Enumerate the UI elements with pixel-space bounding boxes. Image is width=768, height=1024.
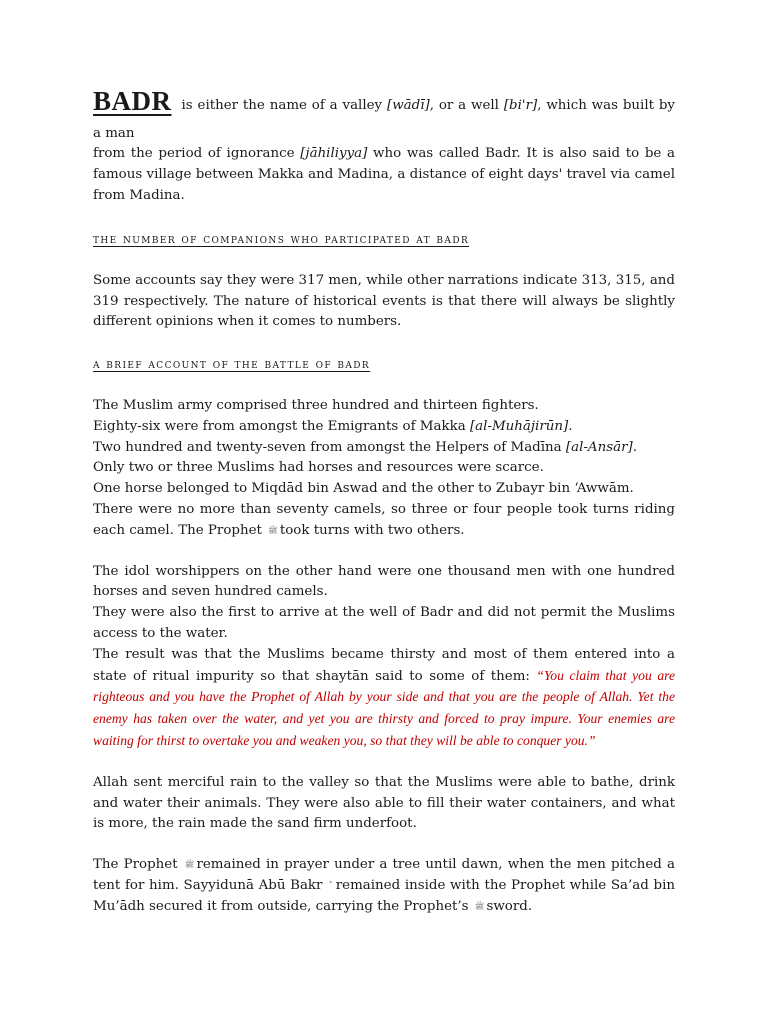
shaytan-quote: “You claim that you are righteous and you have the Prophet of Allah by your side and that you are the people of Allah. Yet the enemy has taken over the water, and yet you are thirsty and forced to pray impure. Your enemies are waiting for thirst to overtake you and weaken you, so that they will be able to conquer you.” bbox=[93, 667, 675, 748]
idol-worshippers-line-1: The idol worshippers on the other hand were one thousand men with one hundred horses and seven hundred camels. bbox=[93, 563, 675, 600]
title-badr: BADR bbox=[93, 86, 172, 116]
section-heading-battle: a brief account of the battle of badr bbox=[93, 356, 371, 372]
honorific-icon: ﷺ bbox=[268, 525, 278, 535]
rain-paragraph: Allah sent merciful rain to the valley so that the Muslims were able to bathe, drink and water their animals. They were also able to fill their water containers, and what is more, the rain made the sand firm underfoot. bbox=[93, 774, 675, 832]
army-line-6: There were no more than seventy camels, so three or four people took turns riding each camel. The Prophet ﷺ took turns with two others. bbox=[93, 501, 675, 538]
intro-paragraph: BADR is either the name of a valley [wādī], or a well [bi'r], which was built by a man bbox=[93, 86, 675, 141]
prophet-prayer-paragraph: The Prophet ﷺ remained in prayer under a tree until dawn, when the men pitched a tent for him. Sayyidunā Abū Bakr remained inside with the Prophet while Sa’ad bin Mu’ādh secured it from outside, carrying the Prophet’s ﷺ sword. bbox=[93, 857, 675, 914]
idol-worshippers-line-3: The result was that the Muslims became thirsty and most of them entered into a state of ritual impurity so that shaytān said to some of them: “You claim that you are righteous and you have the Prophet of Allah by your side and that you are the people of Allah. Yet the enemy has taken over the water, and yet you are thirsty and forced to pray impure. Your enemies are waiting for thirst to overtake you and weaken you, so that they will be able to conquer you.” bbox=[93, 646, 675, 748]
army-line-1: The Muslim army comprised three hundred and thirteen fighters. bbox=[93, 397, 539, 413]
intro-paragraph-cont: from the period of ignorance [jāhiliyya] who was called Badr. It is also said to be a famous village between Makka and Madina, a distance of eight days' travel via camel from Madina. bbox=[93, 146, 675, 203]
honorific-icon: ﷺ bbox=[474, 901, 485, 911]
honorific-icon: ﷺ bbox=[184, 860, 195, 870]
document-body bbox=[93, 88, 675, 918]
army-line-2: Eighty-six were from amongst the Emigrants of Makka [al-Muhājirūn]. bbox=[93, 418, 573, 434]
companions-paragraph: Some accounts say they were 317 men, while other narrations indicate 313, 315, and 319 respectively. The nature of historical events is that there will always be slightly different opinions when it comes to numbers. bbox=[93, 272, 675, 330]
section-heading-companions: the number of companions who participated at badr bbox=[93, 231, 470, 246]
idol-worshippers-line-2: They were also the first to arrive at the well of Badr and did not permit the Muslims access to the water. bbox=[93, 605, 675, 641]
army-line-3: Two hundred and twenty-seven from amongst the Helpers of Madīna [al-Ansār]. bbox=[93, 439, 637, 455]
army-line-5: One horse belonged to Miqdād bin Aswad and the other to Zubayr bin ‘Awwām. bbox=[93, 481, 634, 497]
army-line-4: Only two or three Muslims had horses and resources were scarce. bbox=[93, 460, 544, 476]
